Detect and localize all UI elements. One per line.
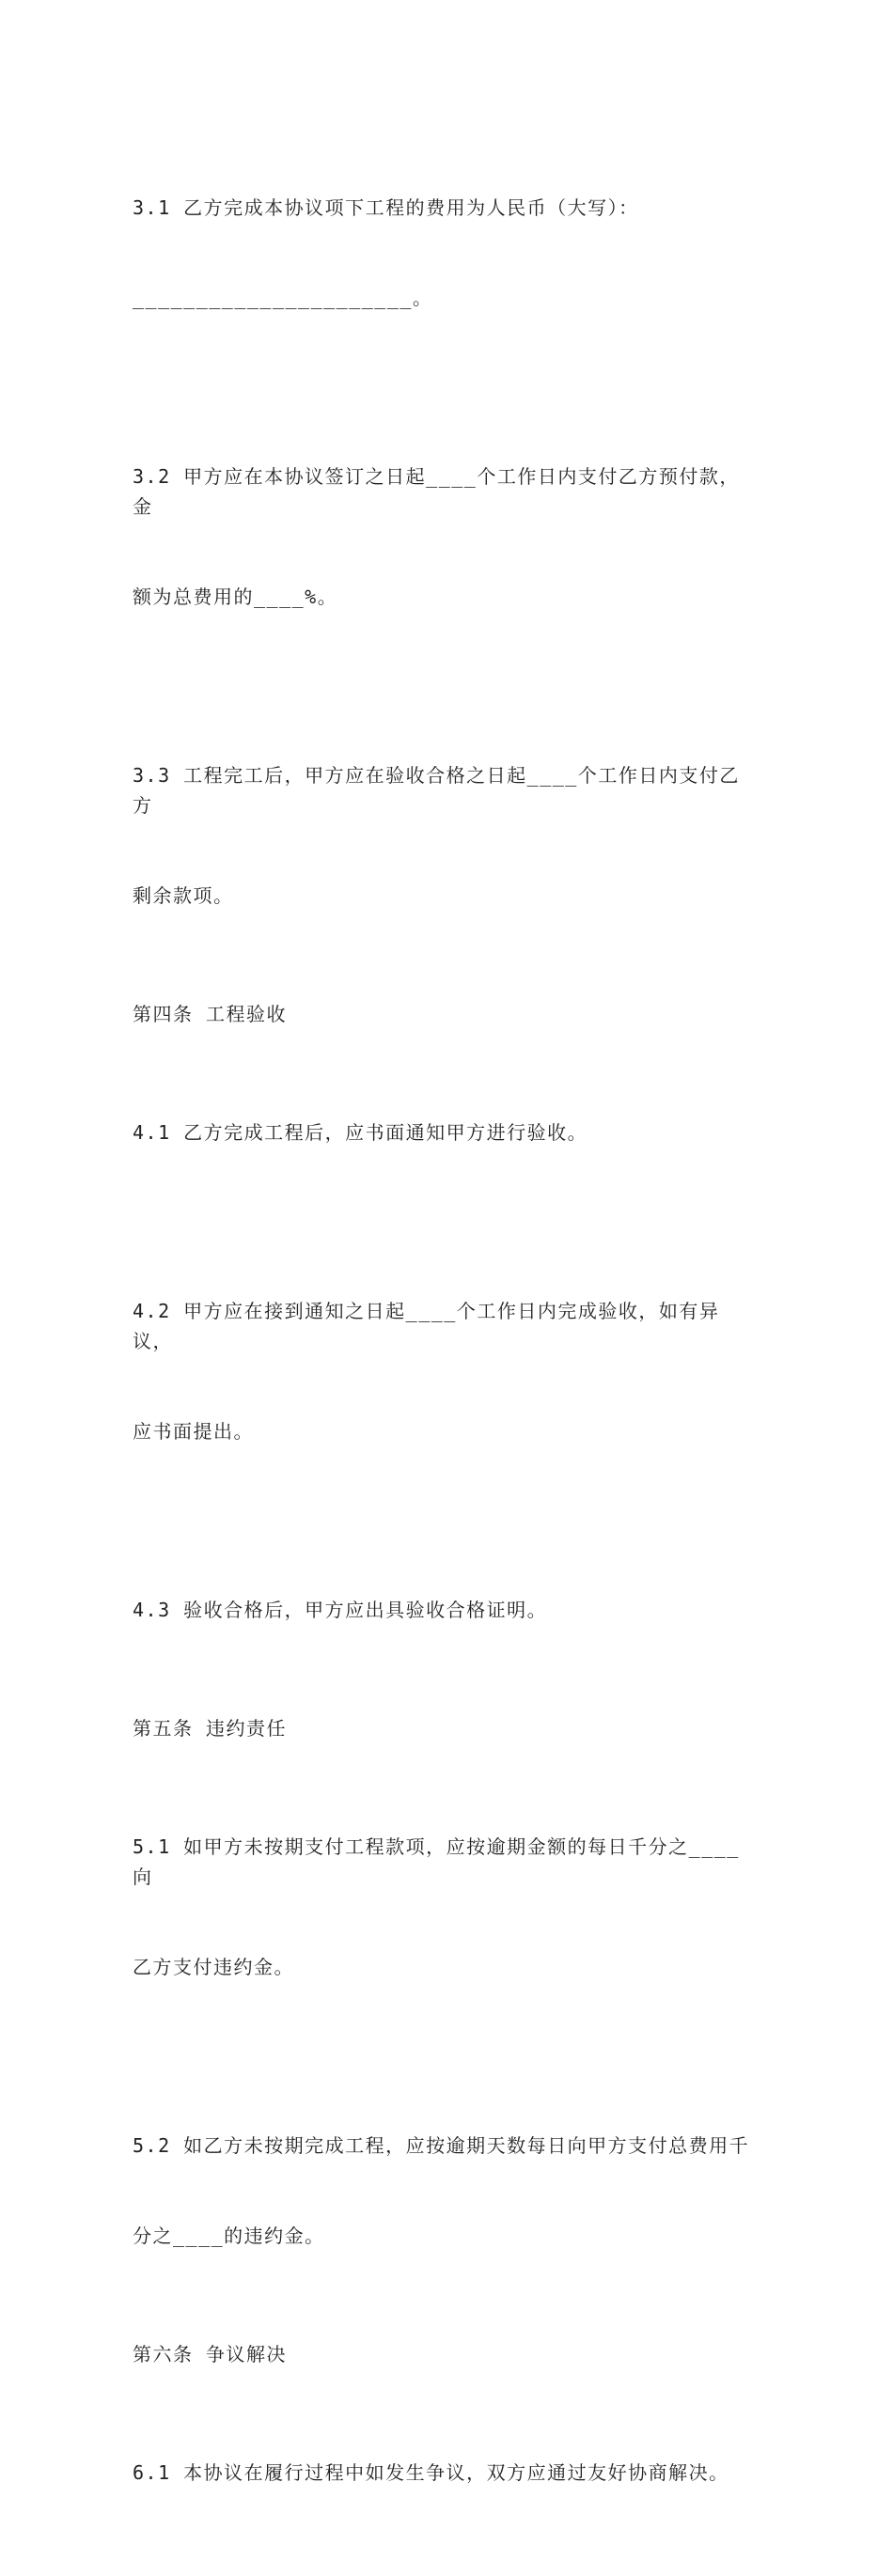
clause-4-1 xyxy=(133,1057,753,1208)
clause-3-3 xyxy=(133,700,753,971)
clause-line: 5.1 如甲方未按期支付工程款项，应按逾期金额的每日千分之____向 xyxy=(133,1835,740,1888)
document-body xyxy=(133,133,753,2576)
clause-4-2 xyxy=(133,1236,753,1507)
clause-line: 5.2 如乙方未按期完成工程，应按逾期天数每日向甲方支付总费用千 xyxy=(133,2134,750,2157)
clause-line: 3.3 工程完工后，甲方应在验收合格之日起____个工作日内支付乙方 xyxy=(133,764,740,817)
clause-3-2 xyxy=(133,401,753,672)
clause-3-1 xyxy=(133,133,753,373)
clause-6-1 xyxy=(133,2397,753,2548)
clause-line: ______________________。 xyxy=(133,287,433,309)
clause-4-3 xyxy=(133,1535,753,1685)
clause-line: 6.1 本协议在履行过程中如发生争议，双方应通过友好协商解决。 xyxy=(133,2461,729,2484)
clause-line: 额为总费用的____%。 xyxy=(133,585,338,608)
section-heading-6: 第六条 争议解决 xyxy=(133,2343,288,2365)
clause-line: 应书面提出。 xyxy=(133,1420,254,1443)
section-heading-4: 第四条 工程验收 xyxy=(133,1003,288,1025)
clause-line: 4.3 验收合格后，甲方应出具验收合格证明。 xyxy=(133,1599,548,1621)
clause-line: 4.1 乙方完成工程后，应书面通知甲方进行验收。 xyxy=(133,1121,588,1144)
section-heading-5: 第五条 违约责任 xyxy=(133,1717,288,1740)
clause-line: 3.2 甲方应在本协议签订之日起____个工作日内支付乙方预付款，金 xyxy=(133,465,740,518)
clause-line: 3.1 乙方完成本协议项下工程的费用为人民币（大写）： xyxy=(133,196,639,219)
clause-line: 4.2 甲方应在接到通知之日起____个工作日内完成验收，如有异议， xyxy=(133,1300,720,1352)
clause-line: 分之____的违约金。 xyxy=(133,2225,325,2247)
clause-line: 剩余款项。 xyxy=(133,884,234,907)
clause-5-1 xyxy=(133,1772,753,2042)
clause-line: 乙方支付违约金。 xyxy=(133,1956,294,1978)
clause-5-2 xyxy=(133,2070,753,2311)
